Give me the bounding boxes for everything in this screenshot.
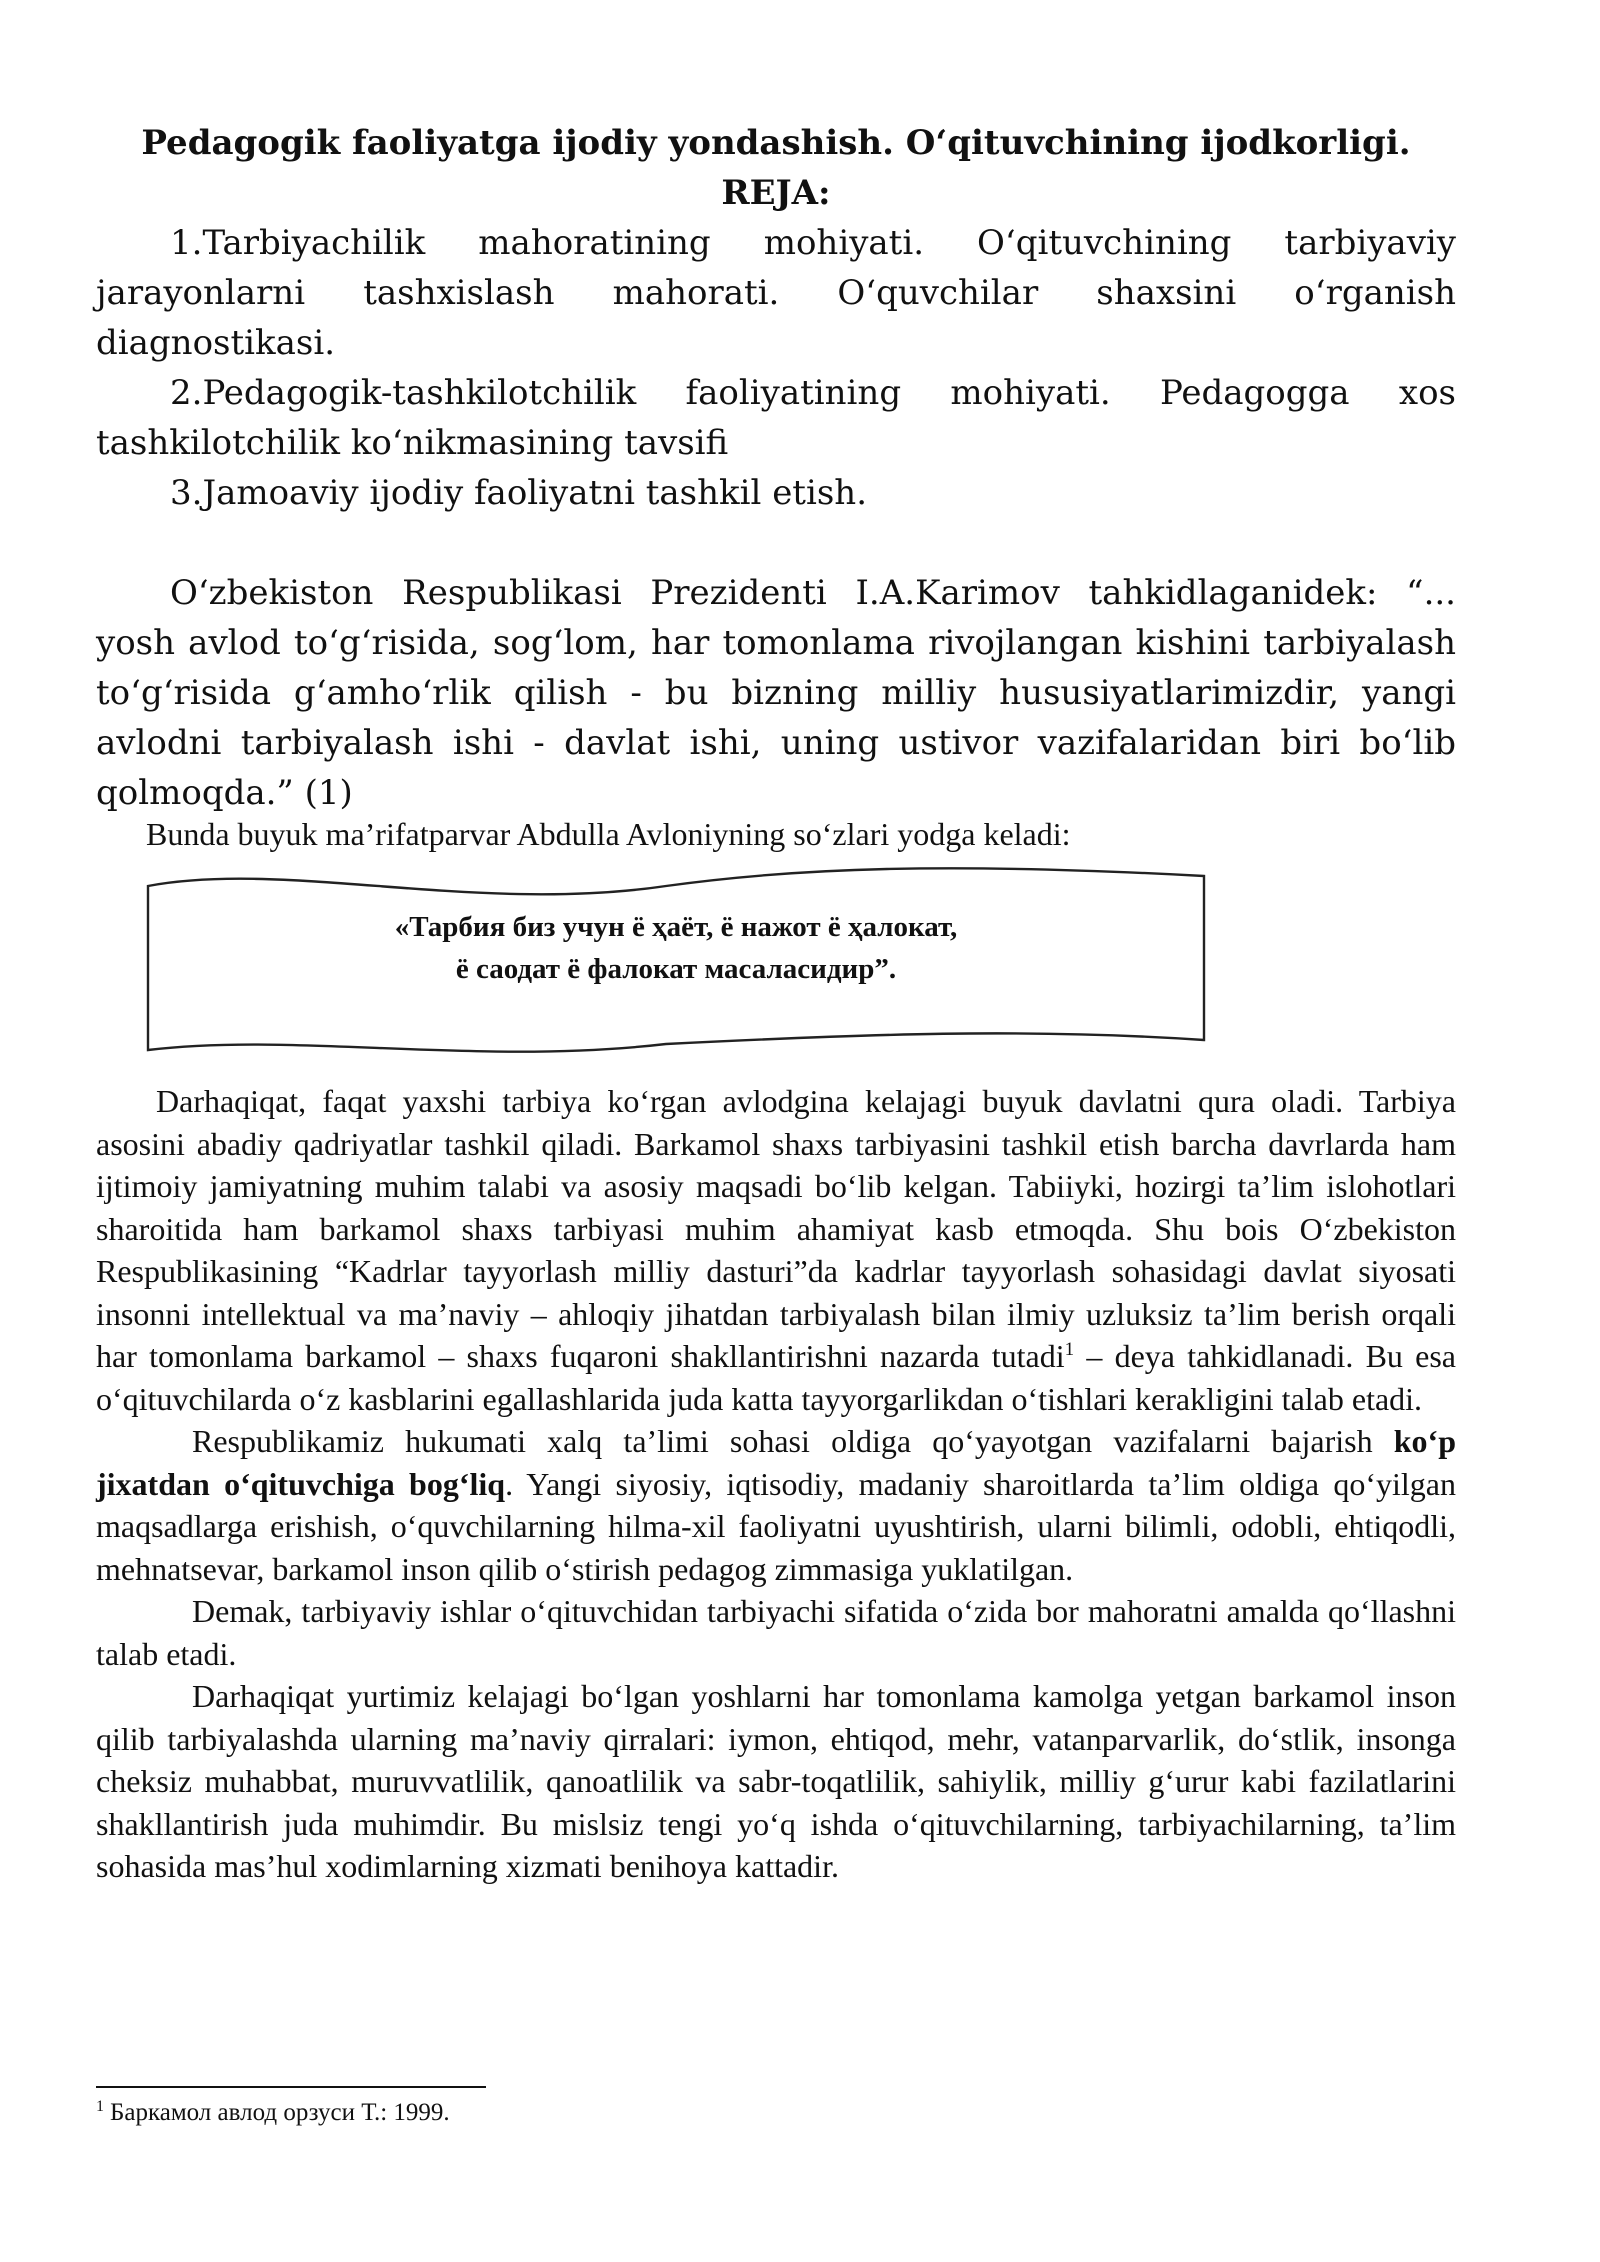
body-paragraph-text: – deya tahkidlanadi. Bu esa o‘qituvchilarda o‘z kasblarini egallashlarida juda katta tayyorgarlikdan o‘tishlari kerakligini talab etadi.	[96, 1338, 1457, 1417]
footnote	[96, 2096, 1096, 2130]
footnote-number: 1	[96, 2098, 104, 2115]
body-paragraph-text: . Yangi siyosiy, iqtisodiy, madaniy sharoitlarda ta’lim oldiga qo‘yilgan maqsadlarga erishish, o‘quvchilarning hilma-xil faoliyatni uyushtirish, ularni bilimli, odobli, ehtiqodli, mehnatsevar, barkamol inson qilib o‘stirish pedagog zimmasiga yuklatilgan.	[96, 1465, 1457, 1587]
footnote-separator	[96, 2086, 486, 2088]
body-paragraph-text: Respublikamiz hukumati xalq ta’limi sohasi oldiga qo‘yayotgan vazifalarni bajarish	[192, 1423, 1394, 1459]
intro-paragraph: O‘zbekiston Respublikasi Prezidenti I.A.Karimov tahkidlaganidek: “... yosh avlod to‘g‘risida, sog‘lom, har tomonlama rivojlangan kishini tarbiyalash to‘g‘risida g‘amho‘rlik qilish - bu bizning milliy hususiyatlarimizdir, yangi avlodni tarbiyalash ishi - davlat ishi, uning ustivor vazifalaridan biri bo‘lib qolmoqda.” (1)	[96, 573, 1456, 813]
document-title: Pedagogik faoliyatga ijodiy yondashish. O‘qituvchining ijodkorligi.	[141, 123, 1411, 163]
body-paragraph: Demak, tarbiyaviy ishlar o‘qituvchidan tarbiyachi sifatida o‘zida bor mahoratni amalda qo‘llashni talab etadi.	[96, 1593, 1456, 1672]
body-text	[96, 1080, 1456, 1888]
body-paragraph-text: Darhaqiqat, faqat yaxshi tarbiya ko‘rgan avlodgina kelajagi buyuk davlatni qura oladi. Tarbiya asosini abadiy qadriyatlar tashkil qiladi. Barkamol shaxs tarbiyasini tashkil etish barcha davrlarda ham ijtimoiy jamiyatning muhim talabi va asosiy maqsadi bo‘lib kelgan. Tabiiyki, hozirgi ta’lim islohotlari sharoitida ham barkamol shaxs tarbiyasi muhim ahamiyat kasb etmoqda. Shu bois O‘zbekiston Respublikasining “Kadrlar tayyorlash milliy dasturi”da kadrlar tayyorlash sohasidagi davlat siyosati insonni intellektual va ma’naviy – ahloqiy jihatdan tarbiyalash bilan ilmiy uzluksiz ta’lim berish orqali har tomonlama barkamol – shaxs fuqaroni shakllantirishni nazarda tutadi	[96, 1083, 1456, 1374]
quote-line: «Тарбия биз учун ё ҳаёт, ё нажот ё ҳалокат,	[394, 911, 958, 943]
emphasized-text: ko‘p jixatdan o‘qituvchiga bog‘liq	[96, 1423, 1456, 1502]
quote-text	[146, 906, 1206, 990]
footnote-text: Баркамол авлод орзуси Т.: 1999.	[110, 2099, 450, 2126]
footnote-reference[interactable]: 1	[1064, 1339, 1075, 1360]
quote-banner	[146, 864, 1206, 1060]
plan-heading: REJA:	[721, 173, 831, 213]
lead-sentence: Bunda buyuk ma’rifatparvar Abdulla Avloniyning so‘zlari yodga keladi:	[146, 816, 1071, 852]
plan-item: 1.Tarbiyachilik mahoratining mohiyati. O‘qituvchining tarbiyaviy jarayonlarni tashxislash mahorati. O‘quvchilar shaxsini o‘rganish diagnostikasi.	[96, 223, 1456, 363]
quote-line: ё саодат ё фалокат масаласидир”.	[455, 953, 897, 985]
body-paragraph	[96, 1420, 1456, 1590]
plan-item: 3.Jamoaviy ijodiy faoliyatni tashkil etish.	[170, 473, 867, 513]
body-paragraph	[96, 1080, 1456, 1420]
plan-item: 2.Pedagogik-tashkilotchilik faoliyatining mohiyati. Pedagogga xos tashkilotchilik ko‘nikmasining tavsifi	[96, 373, 1456, 463]
body-paragraph: Darhaqiqat yurtimiz kelajagi bo‘lgan yoshlarni har tomonlama kamolga yetgan barkamol inson qilib tarbiyalashda ularning ma’naviy qirralari: iymon, ehtiqod, mehr, vatanparvarlik, do‘stlik, insonga cheksiz muhabbat, muruvvatlilik, qanoatlilik va sabr-toqatlilik, sahiylik, milliy g‘urur kabi fazilatlarini shakllantirish juda muhimdir. Bu mislsiz tengi yo‘q ishda o‘qituvchilarning, tarbiyachilarning, ta’lim sohasida mas’hul xodimlarning xizmati benihoya kattadir.	[96, 1678, 1456, 1884]
plan-list	[96, 218, 1456, 518]
